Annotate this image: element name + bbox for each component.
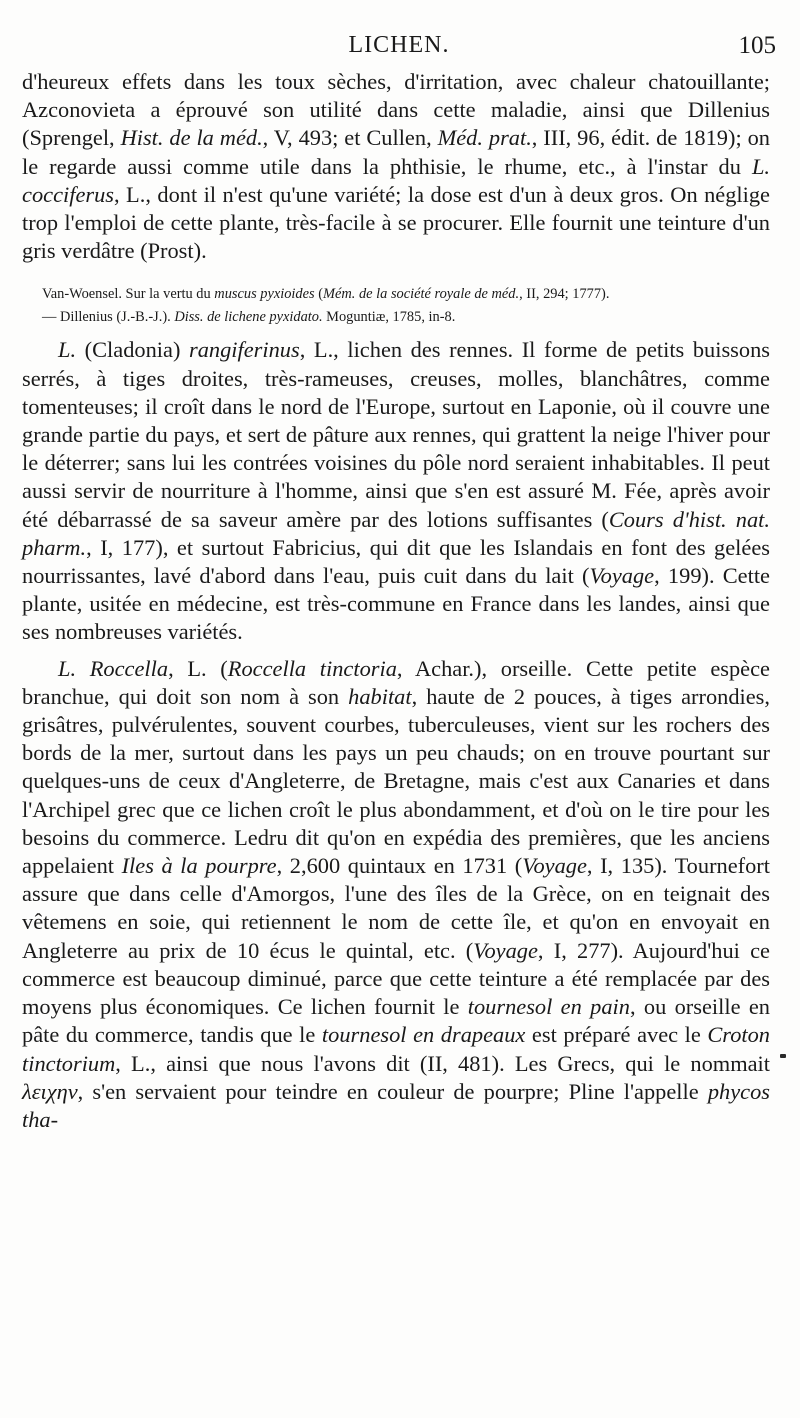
italic-run: Voyage xyxy=(589,563,655,589)
text-run: , ou orseille en pâte du commerce, tandis que le xyxy=(22,994,770,1048)
bibliography-note xyxy=(42,306,770,329)
italic-run: Croton tinctorium xyxy=(22,1022,770,1076)
italic-run: tournesol en pain xyxy=(467,994,630,1020)
text-run: (Cladonia) xyxy=(76,337,189,363)
paragraph-lichen-rangiferinus xyxy=(22,336,770,646)
bibliography-notes xyxy=(22,283,770,329)
text-run: , haute de 2 pouces, à tiges arrondies, grisâtres, pulvérulentes, souvent courbes, tuberculeuses, vient sur les rochers des bords de la mer, surtout dans les pays un peu chauds; on en trouve pourtant sur quelques-uns de ceux d'Angleterre, de Bretagne, mais c'est aux Canaries et dans l'Archipel grec que ce lichen croît le plus abondamment, et d'où on le tire pour les besoins du commerce. Ledru dit qu'on en expédia des premières, que les anciens appelaient xyxy=(22,683,770,879)
text-run: , III, 96, édit. de 1819); on le regarde aussi comme utile dans la phthisie, le rhume, etc., à l'instar du xyxy=(22,125,770,179)
italic-run: Hist. de la méd. xyxy=(120,125,263,151)
italic-run: Cours d'hist. nat. pharm. xyxy=(22,506,770,560)
text-run: , s'en servaient pour teindre en couleur de pourpre; Pline l'appelle xyxy=(77,1078,708,1104)
text-run: ( xyxy=(314,286,324,303)
text-run: , L. ( xyxy=(168,655,228,681)
italic-run: rangiferinus xyxy=(189,337,300,363)
paragraph-lichen-pyxidatus-continued xyxy=(22,68,770,265)
text-run: , L., ainsi que nous l'avons dit (II, 481). Les Grecs, qui le nommait xyxy=(115,1050,770,1076)
italic-run: Mém. de la société royale de méd. xyxy=(323,286,520,303)
text-run: , 199). Cette plante, usitée en médecine, est très-commune en France dans les landes, ainsi que ses nombreuses variétés. xyxy=(22,563,771,645)
text-run: Van-Woensel. Sur la vertu du xyxy=(42,286,215,303)
italic-run: Méd. prat. xyxy=(437,125,532,151)
italic-run: phycos tha- xyxy=(22,1078,770,1132)
margin-ink-mark xyxy=(780,1054,786,1058)
italic-run: Iles à la pourpre xyxy=(121,853,277,879)
italic-run: habitat xyxy=(348,683,412,709)
italic-run: muscus pyxioides xyxy=(214,286,315,303)
text-run: , I, 177), et surtout Fabricius, qui dit que les Islandais en font des gelées nourrissantes, lavé d'abord dans l'eau, puis cuit dans du lait ( xyxy=(22,534,770,589)
text-run: , L., lichen des rennes. Il forme de petits buissons serrés, à tiges droites, très-rameuses, creuses, molles, blanchâtres, comme tomenteuses; il croît dans le nord de l'Europe, surtout en Laponie, où il couvre une grande partie du pays, et sert de pâture aux rennes, qui grattent la neige l'hiver pour le déterrer; sans lui les contrées voisines du pôle nord seraient inhabitables. Il peut aussi servir de nourriture à l'homme, ainsi que s'en est assuré M. Fée, après avoir été débarrassé de sa saveur amère par des lotions suffisantes ( xyxy=(22,337,770,532)
paragraph-lichen-roccella xyxy=(22,655,770,1134)
running-head: LICHEN. xyxy=(348,32,450,58)
text-run: — Dillenius (J.-B.-J.). xyxy=(42,309,175,326)
page-body xyxy=(22,68,770,1134)
italic-run: L. cocciferus xyxy=(22,153,770,207)
italic-run: Voyage xyxy=(522,853,587,879)
text-run: , L., dont il n'est qu'une variété; la dose est d'un à deux gros. On néglige trop l'emploi de cette plante, très-facile à se procurer. Elle fournit une teinture d'un gris verdâtre (Prost). xyxy=(22,181,770,264)
italic-run: Voyage xyxy=(473,937,538,963)
page-header xyxy=(22,32,776,68)
text-run: , V, 493; et Cullen, xyxy=(262,125,438,151)
italic-run: L. xyxy=(58,337,77,363)
text-run: , I, 135). Tournefort assure que dans celle d'Amorgos, l'une des îles de la Grèce, on en teignait des vêtemens en soie, qui retiennent le nom de cette île, et qu'on en envoyait en Angleterre au prix de 10 écus le quintal, etc. ( xyxy=(22,853,770,963)
italic-run: λειχην xyxy=(22,1078,78,1104)
text-run: , Achar.), orseille. Cette petite espèce branchue, qui doit son nom à son xyxy=(22,655,770,709)
italic-run: tournesol en drapeaux xyxy=(321,1022,526,1048)
text-run: d'heureux effets dans les toux sèches, d'irritation, avec chaleur chatouillante; Azconovieta a éprouvé son utilité dans cette maladie, ainsi que Dillenius (Sprengel, xyxy=(22,69,770,151)
italic-run: Diss. de lichene pyxidato. xyxy=(174,309,323,326)
text-run: , I, 277). Aujourd'hui ce commerce est beaucoup diminué, parce que cette teinture a été remplacée par des moyens plus économiques. Ce lichen fournit le xyxy=(22,937,770,1020)
text-run: , 2,600 quintaux en 1731 ( xyxy=(276,853,523,879)
text-run: est préparé avec le xyxy=(525,1022,708,1048)
page-number: 105 xyxy=(738,32,776,59)
text-run: , II, 294; 1777). xyxy=(519,286,610,303)
text-run: Moguntiæ, 1785, in-8. xyxy=(322,309,456,326)
italic-run: Roccella tinctoria xyxy=(227,655,397,681)
italic-run: L. Roccella xyxy=(58,655,169,681)
bibliography-note xyxy=(42,283,770,306)
